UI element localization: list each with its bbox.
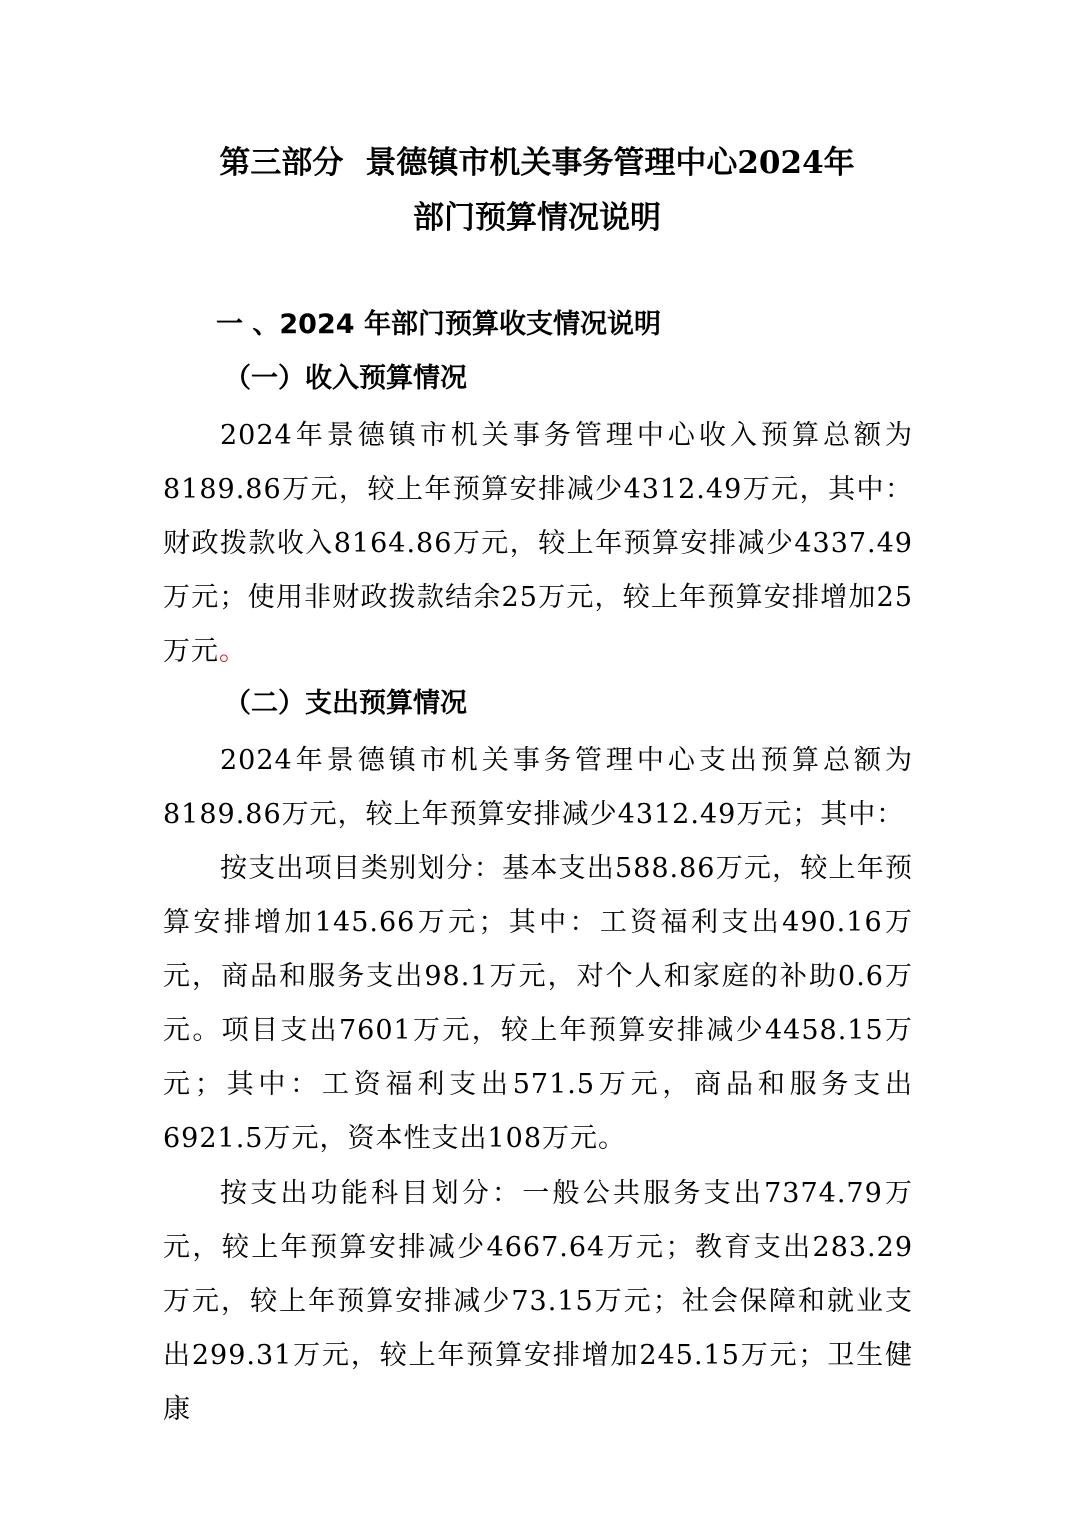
- income-paragraph-text: 2024年景德镇市机关事务管理中心收入预算总额为8189.86万元，较上年预算安排减少4312.49万元，其中：财政拨款收入8164.86万元，较上年预算安排减少4337.49万元；使用非财政拨款结余25万元，较上年预算安排增加25万元: [163, 420, 913, 667]
- subheading-income-budget: （一）收入预算情况: [224, 363, 467, 394]
- section-heading-budget-overview: 一 、2024 年部门预算收支情况说明: [216, 309, 661, 340]
- expense-by-category-paragraph: 按支出项目类别划分：基本支出588.86万元，较上年预算安排增加145.66万元；其中：工资福利支出490.16万元，商品和服务支出98.1万元，对个人和家庭的补助0.6万元。项目支出7601万元，较上年预算安排减少4458.15万元；其中：工资福利支出571.5万元，商品和服务支出6921.5万元，资本性支出108万元。: [163, 853, 913, 1154]
- income-paragraph-period: 。: [219, 636, 247, 667]
- title-part-label: 第三部分: [219, 145, 344, 181]
- expense-by-function-paragraph: 按支出功能科目划分：一般公共服务支出7374.79万元，较上年预算安排减少4667.64万元；教育支出283.29万元，较上年预算安排减少73.15万元；社会保障和就业支出299.31万元，较上年预算安排增加245.15万元；卫生健康: [163, 1178, 913, 1425]
- title-agency-year: 景德镇市机关事务管理中心2024年: [365, 145, 855, 181]
- income-budget-paragraph: [163, 409, 913, 679]
- subheading-expense-budget: （二）支出预算情况: [224, 688, 467, 719]
- document-subtitle: 部门预算情况说明: [413, 200, 661, 236]
- expense-budget-paragraph: 2024年景德镇市机关事务管理中心支出预算总额为8189.86万元，较上年预算安排减少4312.49万元；其中：: [163, 745, 913, 830]
- document-title: [0, 143, 1074, 183]
